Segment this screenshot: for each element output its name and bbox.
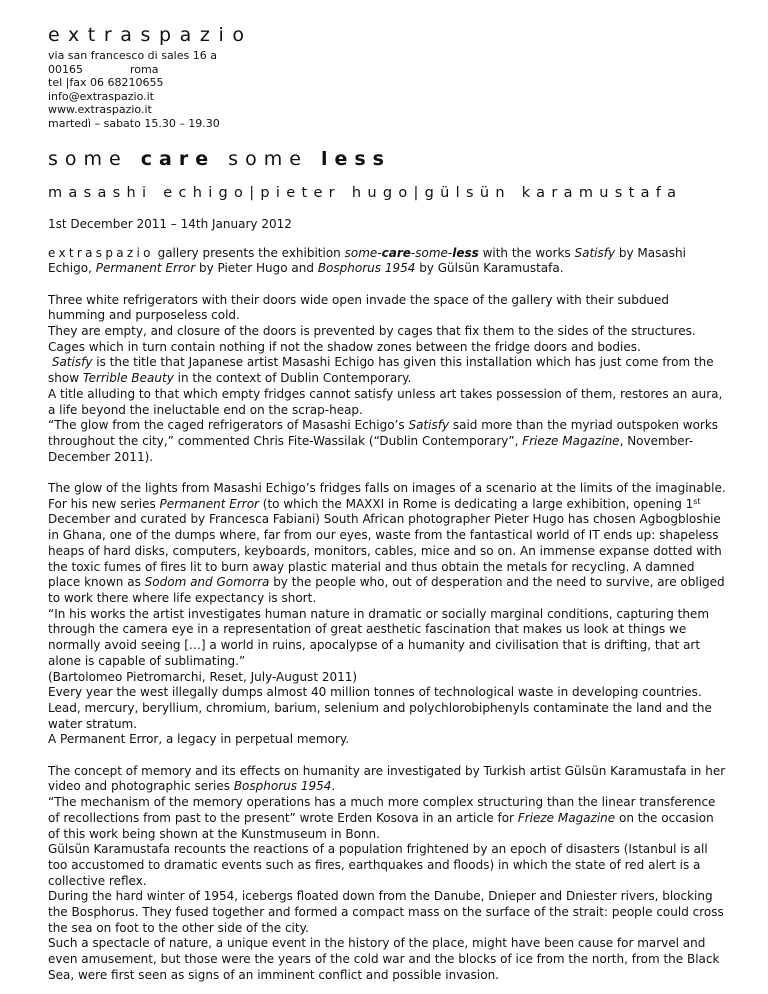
address-hours: martedì – sabato 15.30 – 19.30 bbox=[48, 116, 220, 130]
exhibition-dates: 1st December 2011 – 14th January 2012 bbox=[48, 216, 292, 231]
work-title: Bosphorus 1954 bbox=[317, 261, 416, 276]
address-web[interactable]: www.extraspazio.it bbox=[48, 103, 152, 117]
karamustafa-paragraph: The concept of memory and its effects on humanity are investigated by Turkish artist Gülsün Karamustafa in her video and photographic series Bosphorus 1954. “The mechanism of the memory operations has a much more complex structuring than the linear transference of recollections from past to the present” wrote Erden Kosova in an article for Frieze Magazine on the occasion of this work being shown at the Kunstmuseum in Bonn. Gülsün Karamustafa recounts the reactions of a population frightened by an epoch of disasters (Istanbul is all too accustomed to dramatic events such as fires, earthquakes and floods) in which the state of red alert is a collective reflex. During the hard winter of 1954, icebergs floated down from the Danube, Dnieper and Dniester rivers, blocking the Bosphorus. They fused together and formed a compact mass on the surface of the strait: people could cross the sea on foot to the other side of the city. Such a spectacle of nature, a unique event in the history of the place, might have been cause for marvel and even amusement, but those were the years of the cold war and the blocks of ice from the north, from the Black Sea, were first seen as signs of an imminent conflict and possible invasion. bbox=[48, 764, 728, 984]
work-title: Permanent Error bbox=[95, 261, 196, 276]
magazine-title: Frieze Magazine bbox=[522, 433, 620, 448]
work-title: Permanent Error bbox=[159, 496, 259, 511]
work-title: Satisfy bbox=[408, 418, 450, 433]
quote: “The mechanism of the memory operations has a much more complex structuring than the linear transference of recollections from past to the present” wrote Erden Kosova in an article for Frieze Magazine on the occasion of this work being shown at the Kunstmuseum in Bonn. bbox=[48, 795, 716, 841]
exhibition-title bbox=[48, 148, 728, 170]
title-word-care: care bbox=[140, 147, 216, 170]
address-email[interactable]: info@extraspazio.it bbox=[48, 89, 154, 103]
address-block bbox=[48, 49, 728, 131]
title-word-some-2: some bbox=[228, 147, 308, 170]
address-city: roma bbox=[130, 62, 159, 76]
quote: “In his works the artist investigates human nature in dramatic or socially marginal conditions, capturing them through the camera eye in a representation of great aesthetic fascination that makes us look at things we normally avoid seeing […] a world in ruins, apocalypse of a humanity and civilisation that is drifting, that art alone is capable of sublimating.” bbox=[48, 606, 710, 668]
address-cap-city bbox=[48, 63, 728, 77]
quote: “The glow from the caged refrigerators of Masashi Echigo’s Satisfy said more than the myriad outspoken works throughout the city,” commented Chris Fite-Wassilak (“Dublin Contemporary”, Frieze Magazine, November-December 2011). bbox=[48, 418, 719, 464]
work-title: Satisfy bbox=[574, 245, 616, 260]
address-phone: tel |fax 06 68210655 bbox=[48, 76, 164, 90]
work-title: Satisfy bbox=[51, 355, 93, 370]
magazine-title: Frieze Magazine bbox=[517, 810, 616, 825]
press-text bbox=[48, 246, 728, 984]
title-word-less: less bbox=[320, 147, 391, 170]
hugo-paragraph: The glow of the lights from Masashi Echigo’s fridges falls on images of a scenario at the limits of the imaginable. For his new series Permanent Error (to which the MAXXI in Rome is dedicating a large exhibition, opening 1st December and curated by Francesca Fabiani) South African photographer Pieter Hugo has chosen Agbogbloshie in Ghana, one of the dumps where, far from our eyes, waste from the fantastical world of IT ends up: shapeless heaps of hard disks, computers, keyboards, monitors, cables, mice and so on. An immense expanse dotted with the toxic fumes of fires lit to burn away plastic material and thus obtain the metals for recycling. A damned place known as Sodom and Gomorra by the people who, out of desperation and the need to survive, are obliged to work there where life expectancy is short. “In his works the artist investigates human nature in dramatic or socially marginal conditions, capturing them through the camera eye in a representation of great aesthetic fascination that makes us look at things we normally avoid seeing […] a world in ruins, apocalypse of a humanity and civilisation that is drifting, that art alone is capable of sublimating.” (Bartolomeo Pietromarchi, Reset, July-August 2011) Every year the west illegally dumps almost 40 million tonnes of technological waste in developing countries. Lead, mercury, beryllium, chromium, barium, selenium and polychlorobiphenyls contaminate the land and the water stratum. A Permanent Error, a legacy in perpetual memory. bbox=[48, 481, 728, 748]
document-page bbox=[48, 24, 728, 984]
intro-paragraph: extraspazio gallery presents the exhibition some-care-some-less with the works Satisfy by Masashi Echigo, Permanent Error by Pieter Hugo and Bosphorus 1954 by Gülsün Karamustafa. bbox=[48, 245, 686, 276]
echigo-paragraph: Three white refrigerators with their doors wide open invade the space of the gallery with their subdued humming and purposeless cold. They are empty, and closure of the doors is prevented by cages that fix them to the sides of the structures. Cages which in turn contain nothing if not the shadow zones between the fridge doors and bodies. Satisfy is the title that Japanese artist Masashi Echigo has given this installation which has just come from the show Terrible Beauty in the context of Dublin Contemporary. A title alluding to that which empty fridges cannot satisfy unless art takes possession of them, restores an aura, a life beyond the ineluctable end on the scrap-heap. “The glow from the caged refrigerators of Masashi Echigo’s Satisfy said more than the myriad outspoken works throughout the city,” commented Chris Fite-Wassilak (“Dublin Contemporary”, Frieze Magazine, November-December 2011). bbox=[48, 293, 728, 466]
artists-line: masashi echigo|pieter hugo|gülsün karamustafa bbox=[48, 184, 683, 201]
title-word-some: some bbox=[48, 147, 128, 170]
gallery-logo: extraspazio bbox=[48, 24, 253, 46]
gallery-name: extraspazio bbox=[48, 245, 154, 260]
address-street: via san francesco di sales 16 a bbox=[48, 49, 217, 62]
address-cap: 00165 bbox=[48, 62, 83, 76]
quote-source: (Bartolomeo Pietromarchi, Reset, July-August 2011) bbox=[48, 669, 358, 684]
place-name: Sodom and Gomorra bbox=[144, 575, 270, 590]
show-title: Terrible Beauty bbox=[82, 371, 174, 386]
work-title: Bosphorus 1954 bbox=[233, 779, 332, 794]
